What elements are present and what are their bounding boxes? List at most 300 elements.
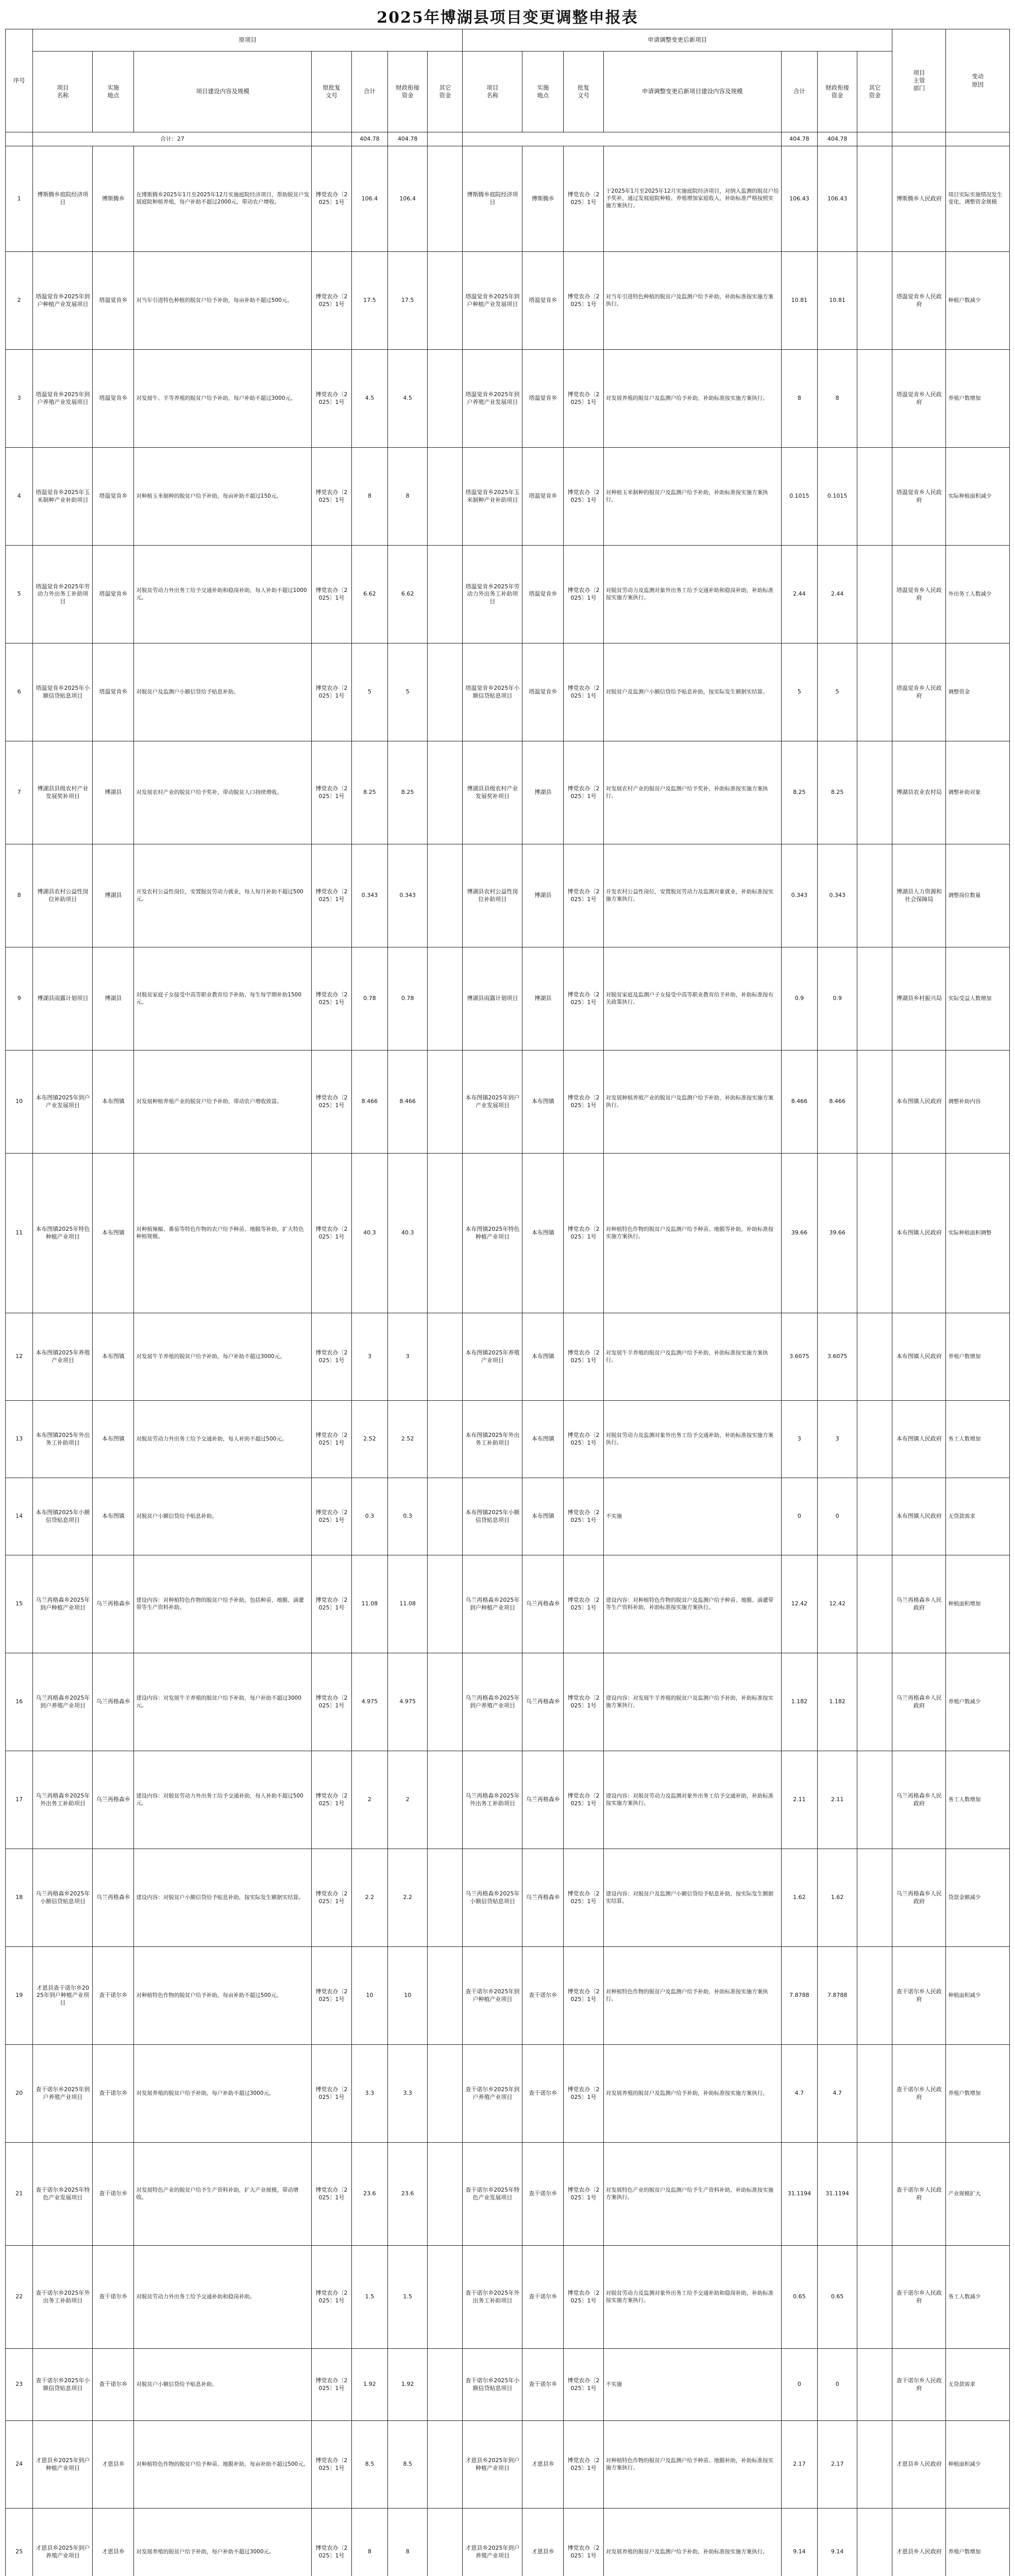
new-other-cell xyxy=(857,1050,892,1154)
totals-new-spacer xyxy=(463,132,781,146)
unit-cell: 查干诺尔乡人民政府 xyxy=(892,2143,946,2246)
unit-cell: 博斯腾乡人民政府 xyxy=(892,146,946,252)
project-name-cell: 本布图镇2025年特色种植产业项目 xyxy=(33,1154,93,1313)
new-total-cell: 9.14 xyxy=(781,2509,817,2576)
new-location-cell: 本布图镇 xyxy=(522,1154,564,1313)
new-content-cell: 对种植特色作物的脱贫户及监测户给予种苗、地膜补助，补助标准按实施方案执行。 xyxy=(603,2421,781,2509)
orig-other-cell xyxy=(428,643,463,741)
new-central-cell: 8.25 xyxy=(817,741,857,844)
new-central-cell: 0 xyxy=(817,2349,857,2421)
col-new-location: 实施 地点 xyxy=(522,52,564,132)
seq-cell: 21 xyxy=(6,2143,33,2246)
new-project-name-cell: 塔温觉肯乡2025年到户养殖产业发展项目 xyxy=(463,350,522,448)
content-cell: 建设内容：对种植特色作物的脱贫户给予补助，包括种苗、地膜、滴灌带等生产资料补助。 xyxy=(134,1555,312,1653)
new-central-cell: 0.65 xyxy=(817,2246,857,2349)
seq-cell: 4 xyxy=(6,448,33,546)
new-central-cell: 2.44 xyxy=(817,546,857,643)
orig-other-cell xyxy=(428,1050,463,1154)
orig-central-cell: 4.5 xyxy=(387,350,427,448)
content-cell: 建设内容：对脱贫户小额信贷给予贴息补助，按实际发生额据实结算。 xyxy=(134,1849,312,1947)
content-cell: 对脱贫劳动力外出务工给予交通补助和稳岗补助，每人补助不超过1000元。 xyxy=(134,546,312,643)
table-row xyxy=(6,1478,1010,1555)
unit-cell: 塔温觉肯乡人民政府 xyxy=(892,350,946,448)
seq-cell: 20 xyxy=(6,2045,33,2143)
new-project-name-cell: 本布图镇2025年外出务工补助项目 xyxy=(463,1401,522,1478)
location-cell: 博斯腾乡 xyxy=(93,146,134,252)
orig-central-cell: 3 xyxy=(387,1313,427,1401)
new-other-cell xyxy=(857,1401,892,1478)
new-total-cell: 10.81 xyxy=(781,252,817,350)
seq-cell: 11 xyxy=(6,1154,33,1313)
orig-central-cell: 0.3 xyxy=(387,1478,427,1555)
new-location-cell: 塔温觉肯乡 xyxy=(522,546,564,643)
doc-no-cell: 博党农办〔2025〕1号 xyxy=(312,448,351,546)
orig-total-cell: 0.343 xyxy=(351,844,387,947)
new-content-cell: 对种植特色作物的脱贫户及监测户给予补助，补助标准按实施方案执行。 xyxy=(603,1947,781,2045)
new-total-cell: 0 xyxy=(781,2349,817,2421)
new-other-cell xyxy=(857,1313,892,1401)
totals-new-total: 404.78 xyxy=(781,132,817,146)
orig-other-cell xyxy=(428,1154,463,1313)
unit-cell: 才恩县乡人民政府 xyxy=(892,2509,946,2576)
unit-cell: 乌兰再格森乡人民政府 xyxy=(892,1653,946,1751)
new-central-cell: 106.43 xyxy=(817,146,857,252)
table-row xyxy=(6,1751,1010,1849)
new-total-cell: 4.7 xyxy=(781,2045,817,2143)
group-adjusted-project: 申请调整变更后新项目 xyxy=(463,29,892,52)
content-cell: 对发展特色产业的脱贫户给予生产资料补助，扩大产业规模，带动增收。 xyxy=(134,2143,312,2246)
orig-other-cell xyxy=(428,2045,463,2143)
new-doc-cell: 博党农办〔2025〕1号 xyxy=(564,146,603,252)
table-row xyxy=(6,2509,1010,2576)
table-body xyxy=(6,132,1010,2576)
new-doc-cell: 博党农办〔2025〕1号 xyxy=(564,1849,603,1947)
reason-cell: 贷款金额减少 xyxy=(946,1849,1010,1947)
orig-other-cell xyxy=(428,947,463,1050)
orig-central-cell: 6.62 xyxy=(387,546,427,643)
new-doc-cell: 博党农办〔2025〕1号 xyxy=(564,1751,603,1849)
table-row xyxy=(6,844,1010,947)
reason-cell: 养殖户数增加 xyxy=(946,2045,1010,2143)
orig-total-cell: 8.466 xyxy=(351,1050,387,1154)
new-content-cell: 对发展种植养殖产业的脱贫户及监测户给予补助，补助标准按实施方案执行。 xyxy=(603,1050,781,1154)
new-project-name-cell: 才恩县乡2025年到户养殖产业项目 xyxy=(463,2509,522,2576)
doc-no-cell: 博党农办〔2025〕1号 xyxy=(312,947,351,1050)
reason-cell: 实际受益人数增加 xyxy=(946,947,1010,1050)
new-project-name-cell: 才恩县乡2025年到户种植产业项目 xyxy=(463,2421,522,2509)
new-location-cell: 查干诺尔乡 xyxy=(522,2349,564,2421)
project-name-cell: 才恩县乡2025年到户种植产业项目 xyxy=(33,2421,93,2509)
table-row xyxy=(6,2045,1010,2143)
col-new-other: 其它 资金 xyxy=(857,52,892,132)
doc-no-cell: 博党农办〔2025〕1号 xyxy=(312,252,351,350)
new-other-cell xyxy=(857,2143,892,2246)
orig-total-cell: 17.5 xyxy=(351,252,387,350)
project-name-cell: 才恩县乡2025年到户养殖产业项目 xyxy=(33,2509,93,2576)
totals-unit xyxy=(892,132,946,146)
project-name-cell: 塔温觉肯乡2025年到户养殖产业发展项目 xyxy=(33,350,93,448)
orig-central-cell: 8.25 xyxy=(387,741,427,844)
new-project-name-cell: 塔温觉肯乡2025年玉米制种产业补助项目 xyxy=(463,448,522,546)
unit-cell: 本布图镇人民政府 xyxy=(892,1154,946,1313)
orig-central-cell: 17.5 xyxy=(387,252,427,350)
orig-central-cell: 0.78 xyxy=(387,947,427,1050)
new-doc-cell: 博党农办〔2025〕1号 xyxy=(564,546,603,643)
project-name-cell: 乌兰再格森乡2025年到户种植产业项目 xyxy=(33,1555,93,1653)
new-total-cell: 2.44 xyxy=(781,546,817,643)
new-central-cell: 2.17 xyxy=(817,2421,857,2509)
new-central-cell: 3 xyxy=(817,1401,857,1478)
reason-cell: 务工人数增加 xyxy=(946,1751,1010,1849)
new-doc-cell: 博党农办〔2025〕1号 xyxy=(564,643,603,741)
location-cell: 查干诺尔乡 xyxy=(93,2045,134,2143)
unit-cell: 乌兰再格森乡人民政府 xyxy=(892,1849,946,1947)
reason-cell: 养殖户数增加 xyxy=(946,350,1010,448)
new-project-name-cell: 乌兰再格森乡2025年到户养殖产业项目 xyxy=(463,1653,522,1751)
new-other-cell xyxy=(857,448,892,546)
table-row xyxy=(6,252,1010,350)
col-new-name: 项目 名称 xyxy=(463,52,522,132)
orig-total-cell: 2.52 xyxy=(351,1401,387,1478)
new-central-cell: 0.1015 xyxy=(817,448,857,546)
col-unit: 项目 主管 部门 xyxy=(892,29,946,132)
new-doc-cell: 博党农办〔2025〕1号 xyxy=(564,1154,603,1313)
project-name-cell: 本布图镇2025年小额信贷贴息项目 xyxy=(33,1478,93,1555)
new-total-cell: 39.66 xyxy=(781,1154,817,1313)
group-original-project: 原项目 xyxy=(33,29,463,52)
new-other-cell xyxy=(857,2246,892,2349)
new-location-cell: 博湖县 xyxy=(522,947,564,1050)
reason-cell: 无贷款需求 xyxy=(946,1478,1010,1555)
seq-cell: 5 xyxy=(6,546,33,643)
new-central-cell: 31.1194 xyxy=(817,2143,857,2246)
reason-cell: 种植面积增加 xyxy=(946,1555,1010,1653)
project-name-cell: 乌兰再格森乡2025年到户养殖产业项目 xyxy=(33,1653,93,1751)
doc-no-cell: 博党农办〔2025〕1号 xyxy=(312,2045,351,2143)
table-row xyxy=(6,2143,1010,2246)
content-cell: 对种植特色作物的脱贫户给予补助，每亩补助不超过500元。 xyxy=(134,1947,312,2045)
table-row xyxy=(6,1050,1010,1154)
location-cell: 塔温觉肯乡 xyxy=(93,350,134,448)
content-cell: 开发农村公益性岗位，安置脱贫劳动力就业，每人每月补助不超过500元。 xyxy=(134,844,312,947)
new-total-cell: 1.182 xyxy=(781,1653,817,1751)
new-content-cell: 建设内容：对种植特色作物的脱贫户及监测户给予种苗、地膜、滴灌带等生产资料补助，补助标准按实施方案执行。 xyxy=(603,1555,781,1653)
orig-other-cell xyxy=(428,2143,463,2246)
totals-seq xyxy=(6,132,33,146)
seq-cell: 12 xyxy=(6,1313,33,1401)
reason-cell: 种植面积减少 xyxy=(946,2421,1010,2509)
new-other-cell xyxy=(857,741,892,844)
table-row xyxy=(6,1947,1010,2045)
col-content: 项目建设内容及规模 xyxy=(134,52,312,132)
new-project-name-cell: 乌兰再格森乡2025年外出务工补助项目 xyxy=(463,1751,522,1849)
project-name-cell: 本布图镇2025年外出务工补助项目 xyxy=(33,1401,93,1478)
location-cell: 塔温觉肯乡 xyxy=(93,546,134,643)
new-doc-cell: 博党农办〔2025〕1号 xyxy=(564,252,603,350)
doc-no-cell: 博党农办〔2025〕1号 xyxy=(312,741,351,844)
new-other-cell xyxy=(857,1653,892,1751)
orig-other-cell xyxy=(428,1653,463,1751)
new-content-cell: 对种植玉米制种的脱贫户及监测户给予补助，补助标准按实施方案执行。 xyxy=(603,448,781,546)
orig-central-cell: 8 xyxy=(387,448,427,546)
new-doc-cell: 博党农办〔2025〕1号 xyxy=(564,350,603,448)
content-cell: 对发展农村产业的脱贫户给予奖补，带动脱贫人口持续增收。 xyxy=(134,741,312,844)
new-project-name-cell: 查干诺尔乡2025年特色产业发展项目 xyxy=(463,2143,522,2246)
new-content-cell: 对脱贫家庭及监测户子女接受中高等职业教育给予补助，补助标准按有关政策执行。 xyxy=(603,947,781,1050)
reason-cell: 实际种植面积减少 xyxy=(946,448,1010,546)
location-cell: 查干诺尔乡 xyxy=(93,2143,134,2246)
new-central-cell: 1.182 xyxy=(817,1653,857,1751)
new-doc-cell: 博党农办〔2025〕1号 xyxy=(564,2509,603,2576)
doc-no-cell: 博党农办〔2025〕1号 xyxy=(312,1947,351,2045)
unit-cell: 查干诺尔乡人民政府 xyxy=(892,2045,946,2143)
new-total-cell: 0.9 xyxy=(781,947,817,1050)
content-cell: 对发展牛羊养殖的脱贫户给予补助，每户补助不超过3000元。 xyxy=(134,1313,312,1401)
new-central-cell: 8.466 xyxy=(817,1050,857,1154)
project-name-cell: 乌兰再格森乡2025年外出务工补助项目 xyxy=(33,1751,93,1849)
new-total-cell: 1.62 xyxy=(781,1849,817,1947)
content-cell: 对脱贫户及监测户小额信贷给予贴息补助。 xyxy=(134,643,312,741)
orig-central-cell: 1.92 xyxy=(387,2349,427,2421)
orig-total-cell: 3 xyxy=(351,1313,387,1401)
doc-no-cell: 博党农办〔2025〕1号 xyxy=(312,1478,351,1555)
doc-no-cell: 博党农办〔2025〕1号 xyxy=(312,146,351,252)
new-content-cell: 对脱贫劳动力及监测对象外出务工给予交通补助，补助标准按实施方案执行。 xyxy=(603,1401,781,1478)
new-location-cell: 塔温觉肯乡 xyxy=(522,350,564,448)
doc-no-cell: 博党农办〔2025〕1号 xyxy=(312,1313,351,1401)
new-content-cell: 不实施 xyxy=(603,2349,781,2421)
project-name-cell: 塔温觉肯乡2025年劳动力外出务工补助项目 xyxy=(33,546,93,643)
seq-cell: 23 xyxy=(6,2349,33,2421)
doc-no-cell: 博党农办〔2025〕1号 xyxy=(312,350,351,448)
new-location-cell: 塔温觉肯乡 xyxy=(522,643,564,741)
unit-cell: 本布图镇人民政府 xyxy=(892,1313,946,1401)
unit-cell: 乌兰再格森乡人民政府 xyxy=(892,1751,946,1849)
new-content-cell: 对发展特色产业的脱贫户及监测户给予生产资料补助，补助标准按实施方案执行。 xyxy=(603,2143,781,2246)
totals-new-central: 404.78 xyxy=(817,132,857,146)
new-doc-cell: 博党农办〔2025〕1号 xyxy=(564,741,603,844)
new-content-cell: 对发展牛羊养殖的脱贫户及监测户给予补助，补助标准按实施方案执行。 xyxy=(603,1313,781,1401)
new-other-cell xyxy=(857,350,892,448)
new-project-name-cell: 塔温觉肯乡2025年小额信贷贴息项目 xyxy=(463,643,522,741)
reason-cell: 种植户数减少 xyxy=(946,252,1010,350)
new-other-cell xyxy=(857,947,892,1050)
orig-other-cell xyxy=(428,1313,463,1401)
orig-total-cell: 6.62 xyxy=(351,546,387,643)
new-project-name-cell: 查干诺尔乡2025年到户种植产业项目 xyxy=(463,1947,522,2045)
location-cell: 乌兰再格森乡 xyxy=(93,1849,134,1947)
orig-total-cell: 0.3 xyxy=(351,1478,387,1555)
new-doc-cell: 博党农办〔2025〕1号 xyxy=(564,947,603,1050)
orig-total-cell: 8.5 xyxy=(351,2421,387,2509)
location-cell: 查干诺尔乡 xyxy=(93,2246,134,2349)
new-central-cell: 7.8788 xyxy=(817,1947,857,2045)
new-total-cell: 0.343 xyxy=(781,844,817,947)
new-content-cell: 对脱贫户及监测户小额信贷给予贴息补助，按实际发生额据实结算。 xyxy=(603,643,781,741)
new-other-cell xyxy=(857,1555,892,1653)
new-project-name-cell: 查干诺尔乡2025年到户养殖产业项目 xyxy=(463,2045,522,2143)
table-row xyxy=(6,1653,1010,1751)
content-cell: 对脱贫劳动力外出务工给予交通补助，每人补助不超过500元。 xyxy=(134,1401,312,1478)
new-total-cell: 3 xyxy=(781,1401,817,1478)
table-row xyxy=(6,643,1010,741)
project-name-cell: 才恩县查干诺尔乡2025年到户种植产业项目 xyxy=(33,1947,93,2045)
doc-no-cell: 博党农办〔2025〕1号 xyxy=(312,844,351,947)
new-central-cell: 2.11 xyxy=(817,1751,857,1849)
reason-cell: 调整补助内容 xyxy=(946,1050,1010,1154)
orig-other-cell xyxy=(428,1478,463,1555)
new-other-cell xyxy=(857,2045,892,2143)
seq-cell: 14 xyxy=(6,1478,33,1555)
reason-cell: 务工人数增加 xyxy=(946,1401,1010,1478)
orig-total-cell: 2 xyxy=(351,1751,387,1849)
new-doc-cell: 博党农办〔2025〕1号 xyxy=(564,1653,603,1751)
project-name-cell: 博斯腾乡庭院经济项目 xyxy=(33,146,93,252)
orig-central-cell: 23.6 xyxy=(387,2143,427,2246)
new-project-name-cell: 查干诺尔乡2025年外出务工补助项目 xyxy=(463,2246,522,2349)
reason-cell: 实际种植面积调整 xyxy=(946,1154,1010,1313)
location-cell: 博湖县 xyxy=(93,947,134,1050)
doc-no-cell: 博党农办〔2025〕1号 xyxy=(312,643,351,741)
new-total-cell: 2.11 xyxy=(781,1751,817,1849)
new-other-cell xyxy=(857,546,892,643)
new-location-cell: 博湖县 xyxy=(522,741,564,844)
orig-central-cell: 3.3 xyxy=(387,2045,427,2143)
content-cell: 对发展种植养殖产业的脱贫户给予补助，带动农户增收致富。 xyxy=(134,1050,312,1154)
table-row xyxy=(6,2349,1010,2421)
orig-other-cell xyxy=(428,2349,463,2421)
orig-central-cell: 8.5 xyxy=(387,2421,427,2509)
new-central-cell: 0.343 xyxy=(817,844,857,947)
new-doc-cell: 博党农办〔2025〕1号 xyxy=(564,448,603,546)
seq-cell: 3 xyxy=(6,350,33,448)
content-cell: 对种植玉米制种的脱贫户给予补助，每亩补助不超过150元。 xyxy=(134,448,312,546)
new-doc-cell: 博党农办〔2025〕1号 xyxy=(564,1401,603,1478)
col-new-doc: 批复 文号 xyxy=(564,52,603,132)
col-new-central: 财政衔接 资金 xyxy=(817,52,857,132)
totals-reason xyxy=(946,132,1010,146)
table-row xyxy=(6,2421,1010,2509)
orig-other-cell xyxy=(428,448,463,546)
doc-no-cell: 博党农办〔2025〕1号 xyxy=(312,2349,351,2421)
orig-central-cell: 8.466 xyxy=(387,1050,427,1154)
orig-other-cell xyxy=(428,1555,463,1653)
orig-total-cell: 10 xyxy=(351,1947,387,2045)
table-row xyxy=(6,1849,1010,1947)
new-project-name-cell: 查干诺尔乡2025年小额信贷贴息项目 xyxy=(463,2349,522,2421)
new-location-cell: 博湖县 xyxy=(522,844,564,947)
content-cell: 对脱贫劳动力外出务工给予交通补助和稳岗补助。 xyxy=(134,2246,312,2349)
new-location-cell: 博斯腾乡 xyxy=(522,146,564,252)
orig-total-cell: 3.3 xyxy=(351,2045,387,2143)
table-row xyxy=(6,546,1010,643)
unit-cell: 塔温觉肯乡人民政府 xyxy=(892,252,946,350)
orig-total-cell: 4.975 xyxy=(351,1653,387,1751)
orig-other-cell xyxy=(428,146,463,252)
location-cell: 本布图镇 xyxy=(93,1313,134,1401)
new-total-cell: 12.42 xyxy=(781,1555,817,1653)
project-name-cell: 本布图镇2025年养殖产业项目 xyxy=(33,1313,93,1401)
seq-cell: 24 xyxy=(6,2421,33,2509)
seq-cell: 1 xyxy=(6,146,33,252)
new-project-name-cell: 乌兰再格森乡2025年到户种植产业项目 xyxy=(463,1555,522,1653)
new-central-cell: 5 xyxy=(817,643,857,741)
new-doc-cell: 博党农办〔2025〕1号 xyxy=(564,2143,603,2246)
new-total-cell: 8.25 xyxy=(781,741,817,844)
new-total-cell: 5 xyxy=(781,643,817,741)
project-name-cell: 查干诺尔乡2025年小额信贷贴息项目 xyxy=(33,2349,93,2421)
col-location: 实施 地点 xyxy=(93,52,134,132)
project-name-cell: 塔温觉肯乡2025年小额信贷贴息项目 xyxy=(33,643,93,741)
location-cell: 才恩县乡 xyxy=(93,2509,134,2576)
seq-cell: 16 xyxy=(6,1653,33,1751)
doc-no-cell: 博党农办〔2025〕1号 xyxy=(312,546,351,643)
new-location-cell: 乌兰再格森乡 xyxy=(522,1653,564,1751)
reason-cell: 无贷款需求 xyxy=(946,2349,1010,2421)
orig-other-cell xyxy=(428,2421,463,2509)
col-new-content: 申请调整变更后新项目建设内容及规模 xyxy=(603,52,781,132)
new-content-cell: 对发展养殖的脱贫户及监测户给予补助，补助标准按实施方案执行。 xyxy=(603,2509,781,2576)
seq-cell: 7 xyxy=(6,741,33,844)
seq-cell: 19 xyxy=(6,1947,33,2045)
doc-no-cell: 博党农办〔2025〕1号 xyxy=(312,1751,351,1849)
table-row xyxy=(6,2246,1010,2349)
seq-cell: 18 xyxy=(6,1849,33,1947)
new-location-cell: 本布图镇 xyxy=(522,1313,564,1401)
location-cell: 查干诺尔乡 xyxy=(93,1947,134,2045)
reason-cell: 项目实际实施情况发生变化，调整资金规模 xyxy=(946,146,1010,252)
location-cell: 才恩县乡 xyxy=(93,2421,134,2509)
new-location-cell: 查干诺尔乡 xyxy=(522,2143,564,2246)
location-cell: 本布图镇 xyxy=(93,1401,134,1478)
reason-cell: 种植面积减少 xyxy=(946,1947,1010,2045)
new-content-cell: 于2025年1月至2025年12月实施庭院经济项目，对纳入监测的脱贫户给予奖补，通过发展庭院种植、养殖增加家庭收入，补助标准严格按照实施方案执行。 xyxy=(603,146,781,252)
project-name-cell: 查干诺尔乡2025年到户养殖产业项目 xyxy=(33,2045,93,2143)
new-central-cell: 10.81 xyxy=(817,252,857,350)
new-doc-cell: 博党农办〔2025〕1号 xyxy=(564,1478,603,1555)
new-content-cell: 对种植特色作物的脱贫户及监测户给予种苗、地膜等补助，补助标准按实施方案执行。 xyxy=(603,1154,781,1313)
content-cell: 对发展养殖的脱贫户给予补助，每户补助不超过3000元。 xyxy=(134,2045,312,2143)
col-other: 其它 资金 xyxy=(428,52,463,132)
orig-other-cell xyxy=(428,844,463,947)
seq-cell: 6 xyxy=(6,643,33,741)
col-seq: 序号 xyxy=(6,29,33,132)
orig-other-cell xyxy=(428,546,463,643)
orig-central-cell: 2.2 xyxy=(387,1849,427,1947)
col-central: 财政衔接 资金 xyxy=(387,52,427,132)
orig-total-cell: 8 xyxy=(351,448,387,546)
new-location-cell: 塔温觉肯乡 xyxy=(522,448,564,546)
new-project-name-cell: 塔温觉肯乡2025年到户种植产业发展项目 xyxy=(463,252,522,350)
new-total-cell: 0.65 xyxy=(781,2246,817,2349)
col-total: 合计 xyxy=(351,52,387,132)
new-total-cell: 8.466 xyxy=(781,1050,817,1154)
new-other-cell xyxy=(857,1849,892,1947)
orig-total-cell: 1.92 xyxy=(351,2349,387,2421)
project-name-cell: 博湖县农村公益性岗位补助项目 xyxy=(33,844,93,947)
doc-no-cell: 博党农办〔2025〕1号 xyxy=(312,1555,351,1653)
seq-cell: 10 xyxy=(6,1050,33,1154)
orig-central-cell: 0.343 xyxy=(387,844,427,947)
new-other-cell xyxy=(857,1751,892,1849)
seq-cell: 25 xyxy=(6,2509,33,2576)
reason-cell: 养殖户数减少 xyxy=(946,1653,1010,1751)
doc-no-cell: 博党农办〔2025〕1号 xyxy=(312,1050,351,1154)
unit-cell: 查干诺尔乡人民政府 xyxy=(892,2349,946,2421)
project-name-cell: 乌兰再格森乡2025年小额信贷贴息项目 xyxy=(33,1849,93,1947)
orig-total-cell: 1.5 xyxy=(351,2246,387,2349)
location-cell: 乌兰再格森乡 xyxy=(93,1751,134,1849)
